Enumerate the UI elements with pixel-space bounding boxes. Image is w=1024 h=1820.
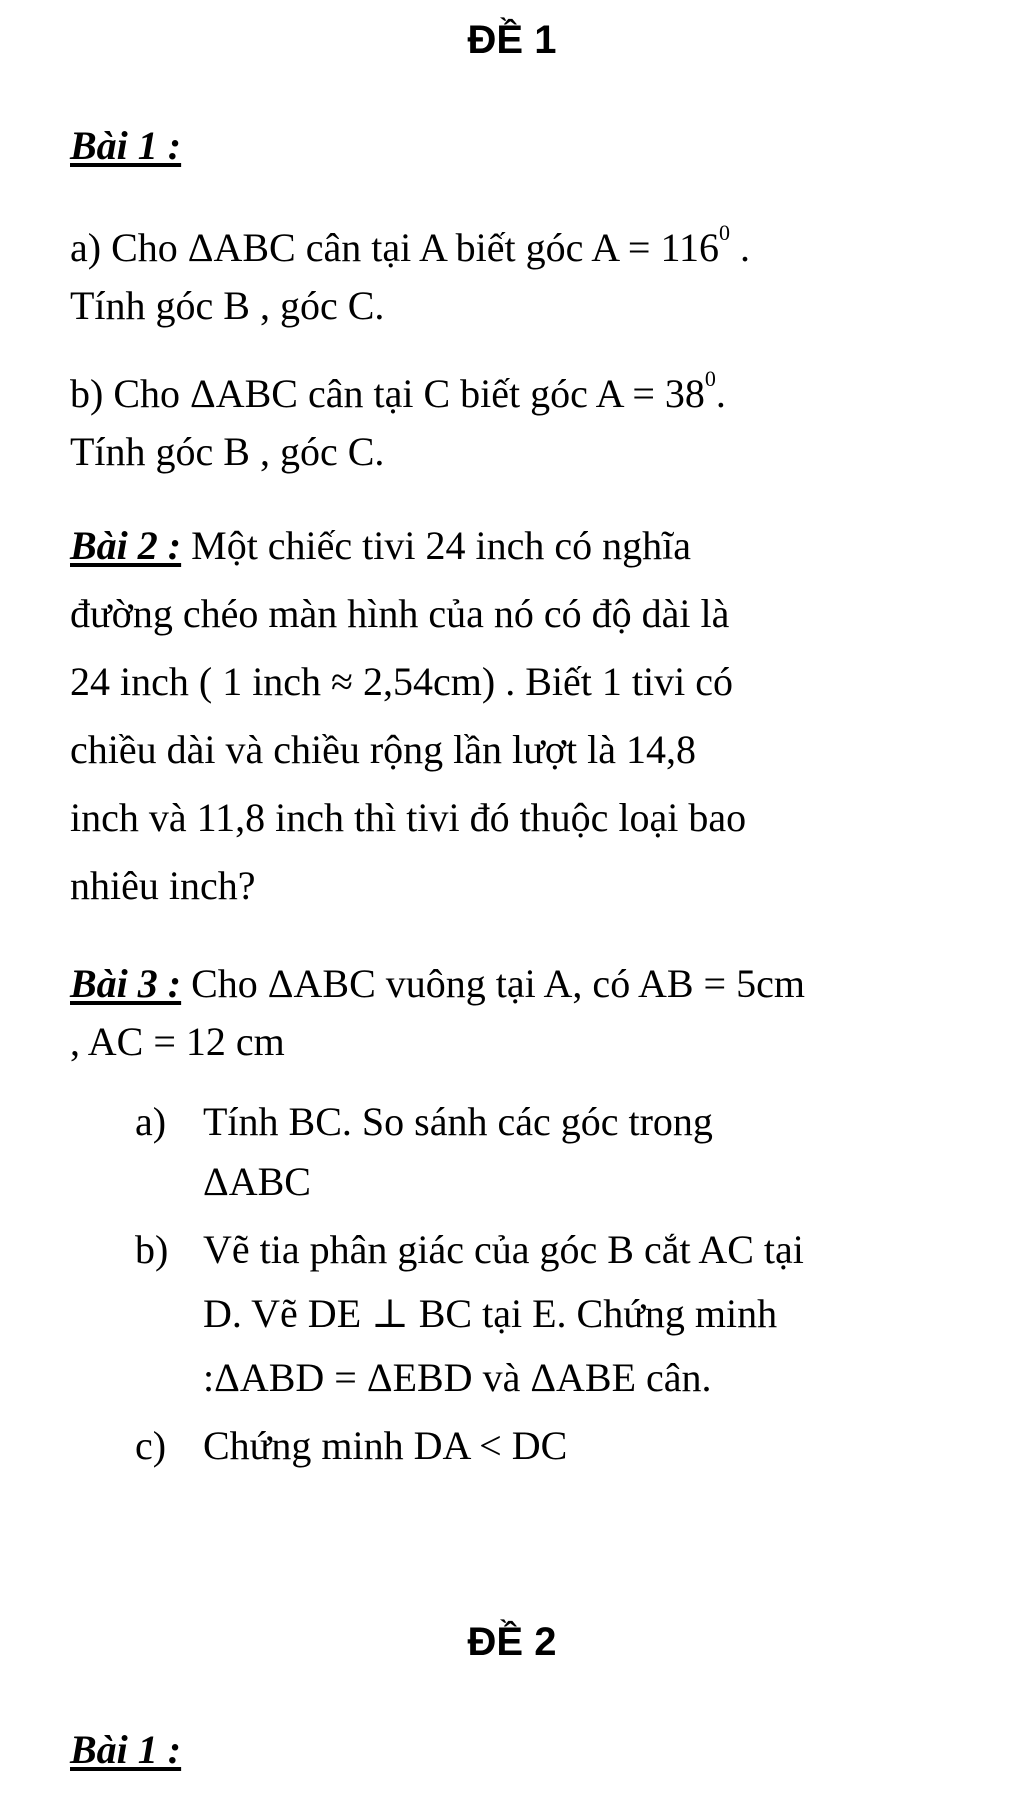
- bai3-item-marker: c): [135, 1423, 167, 1468]
- bai3-item-text: :ΔABD = ΔEBD và ΔABE cân.: [203, 1355, 712, 1400]
- bai3-item-marker: b): [135, 1227, 169, 1272]
- bai2-line: [70, 512, 691, 580]
- bai3-item-text: ΔABC: [203, 1159, 311, 1204]
- bai1-part-a-line2: Tính góc B , góc C.: [70, 283, 385, 328]
- de2-bai1-label: Bài 1 :: [70, 1727, 182, 1772]
- bai1-b-text: b) Cho ΔABC cân tại C biết góc A = 38: [70, 371, 705, 416]
- bai1-b-punct: .: [715, 371, 726, 416]
- bai2-line: nhiêu inch?: [70, 863, 256, 908]
- bai2-line: chiều dài và chiều rộng lần lượt là 14,8: [70, 727, 696, 772]
- degree-sup: 0: [704, 366, 716, 392]
- bai1-a-punct: .: [729, 225, 750, 270]
- bai2-line: inch và 11,8 inch thì tivi đó thuộc loại bao: [70, 795, 747, 840]
- bai3-item-text: D. Vẽ DE ⊥ BC tại E. Chứng minh: [203, 1291, 778, 1336]
- exam-title-de2: ĐỀ 2: [467, 1620, 557, 1664]
- bai2-text: Một chiếc tivi 24 inch có nghĩa: [181, 523, 692, 568]
- bai2-line: đường chéo màn hình của nó có độ dài là: [70, 591, 730, 636]
- bai1-heading: [70, 112, 181, 180]
- bai2-label: Bài 2 :: [70, 523, 182, 568]
- bai3-item-text: Vẽ tia phân giác của góc B cắt AC tại: [203, 1227, 804, 1272]
- de2-bai1-heading: [70, 1716, 181, 1784]
- bai3-intro: Cho ΔABC vuông tại A, có AB = 5cm: [181, 961, 805, 1006]
- bai3-item-text: Chứng minh DA < DC: [203, 1423, 568, 1468]
- bai3-item-marker: a): [135, 1099, 167, 1144]
- exam-title-de1: ĐỀ 1: [467, 18, 557, 62]
- bai1-a-text: a) Cho ΔABC cân tại A biết góc A = 116: [70, 225, 719, 270]
- bai3-item-text: Tính BC. So sánh các góc trong: [203, 1099, 713, 1144]
- bai3-label: Bài 3 :: [70, 961, 182, 1006]
- bai3-line: , AC = 12 cm: [70, 1019, 285, 1064]
- bai1-part-b-line2: Tính góc B , góc C.: [70, 429, 385, 474]
- bai2-line: 24 inch ( 1 inch ≈ 2,54cm) . Biết 1 tivi có: [70, 659, 733, 704]
- degree-sup: 0: [718, 220, 730, 246]
- bai1-label: Bài 1 :: [70, 123, 182, 168]
